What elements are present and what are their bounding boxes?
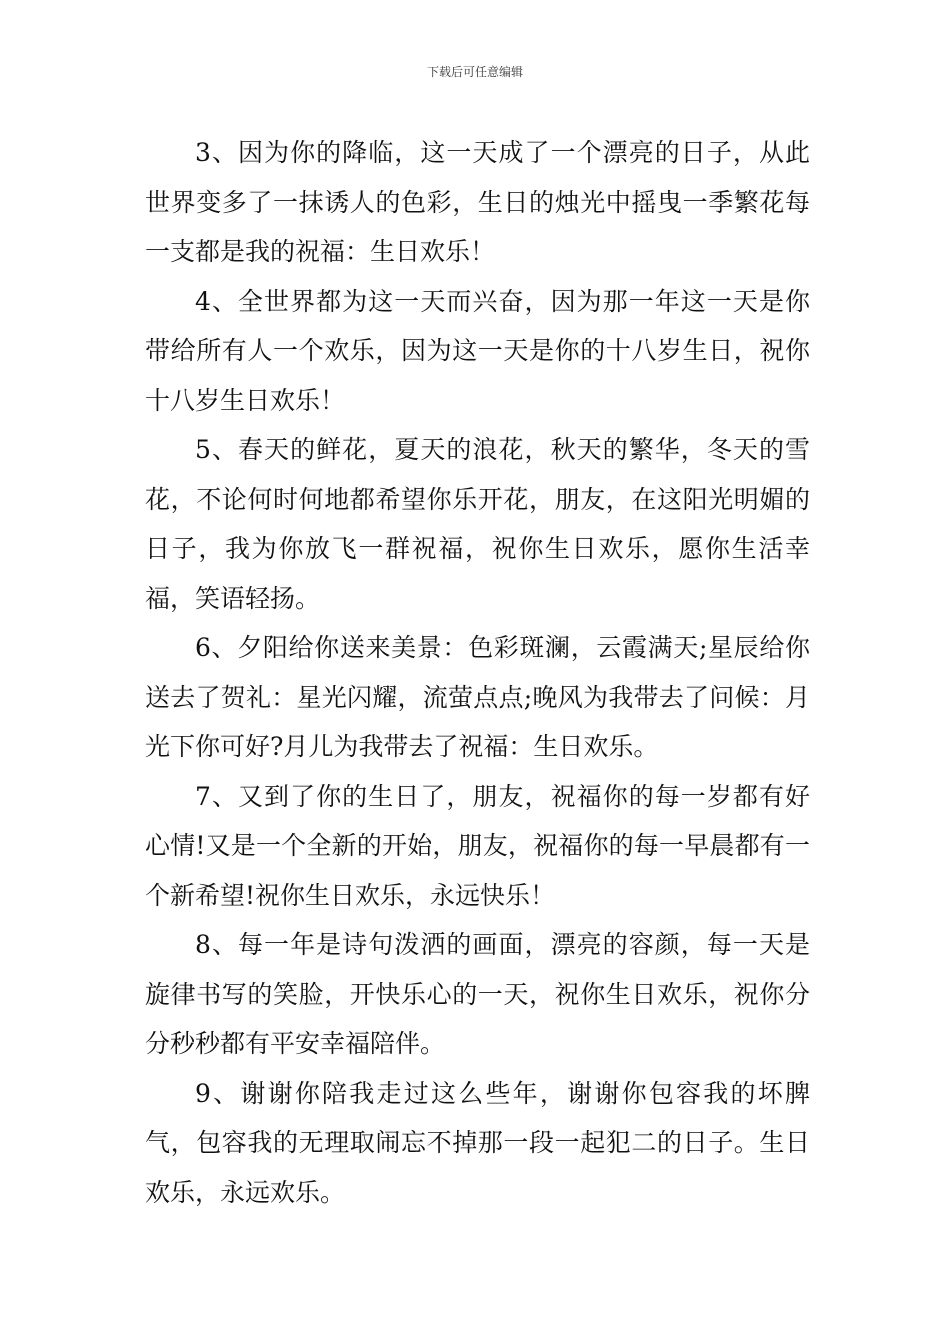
paragraph-9: 9、谢谢你陪我走过这么些年，谢谢你包容我的坏脾气，包容我的无理取闹忘不掉那一段一起犯二的日子。生日欢乐，永远欢乐。: [145, 1078, 810, 1207]
paragraph-5: 5、春天的鲜花，夏天的浪花，秋天的繁华，冬天的雪花，不论何时何地都希望你乐开花，朋友，在这阳光明媚的日子，我为你放飞一群祝福，祝你生日欢乐，愿你生活幸福，笑语轻扬。: [145, 435, 810, 613]
paragraph-4: 4、全世界都为这一天而兴奋，因为那一年这一天是你带给所有人一个欢乐，因为这一天是你的十八岁生日，祝你十八岁生日欢乐！: [145, 286, 810, 415]
document-body: [145, 128, 810, 1217]
paragraph-6: 6、夕阳给你送来美景：色彩斑澜，云霞满天;星辰给你送去了贺礼：星光闪耀，流萤点点;晚风为我带去了问候：月光下你可好?月儿为我带去了祝福：生日欢乐。: [145, 633, 810, 761]
paragraph-7: 7、又到了你的生日了，朋友，祝福你的每一岁都有好心情!又是一个全新的开始，朋友，祝福你的每一早晨都有一个新希望!祝你生日欢乐，永远快乐！: [145, 781, 810, 910]
paragraph-8: 8、每一年是诗句泼洒的画面，漂亮的容颜，每一天是旋律书写的笑脸，开快乐心的一天，祝你生日欢乐，祝你分分秒秒都有平安幸福陪伴。: [145, 930, 810, 1058]
paragraph-3: 3、因为你的降临，这一天成了一个漂亮的日子，从此世界变多了一抹诱人的色彩，生日的烛光中摇曳一季繁花每一支都是我的祝福：生日欢乐！: [145, 138, 810, 266]
page-header: 下载后可任意编辑: [426, 65, 523, 79]
